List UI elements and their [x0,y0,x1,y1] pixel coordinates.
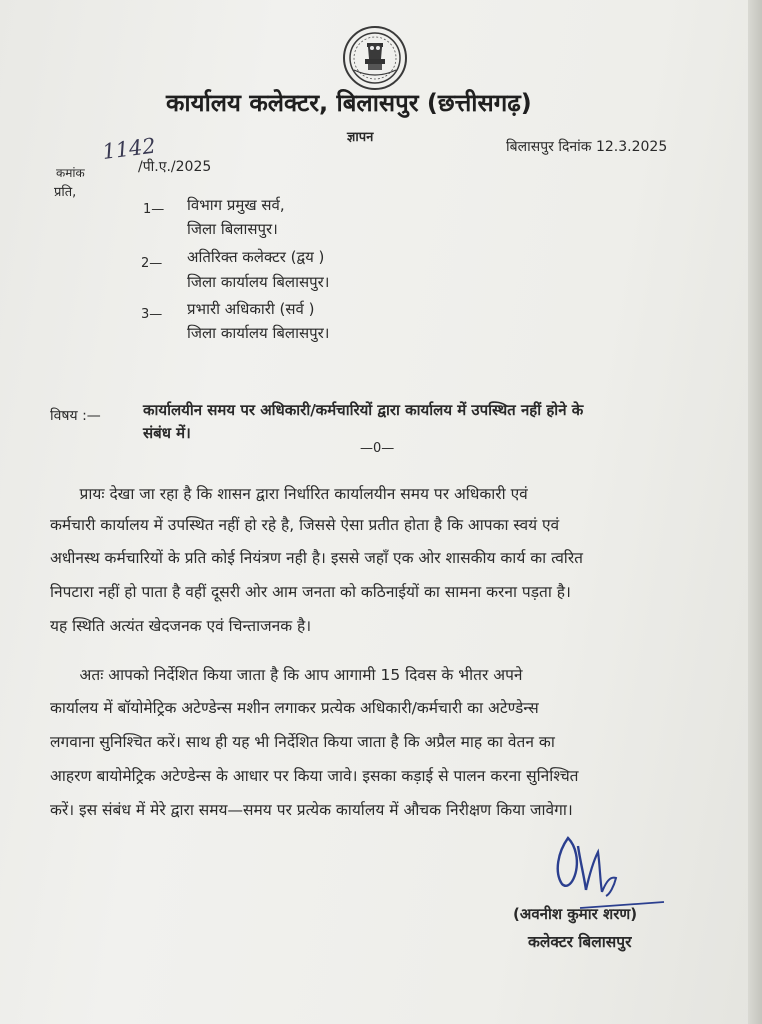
to-label: प्रति, [54,185,77,200]
recipient-line: अतिरिक्त कलेक्टर (द्वय ) [187,248,325,266]
body-line: आहरण बायोमेट्रिक अटेण्डेन्स के आधार पर किया जावे। इसका कड़ाई से पालन करना सुनिश्चित [50,767,579,785]
recipient-line: प्रभारी अधिकारी (सर्व ) [187,300,315,318]
recipient-number: 2— [141,256,163,271]
recipient-number: 1— [143,202,165,217]
memo-title: ज्ञापन [347,130,374,145]
signatory-designation: कलेक्टर बिलासपुर [528,933,632,951]
signature-mark [540,832,670,912]
reference-prefix: कमांक [56,166,85,180]
body-line: यह स्थिति अत्यंत खेदजनक एवं चिन्ताजनक है। [50,617,312,635]
subject-line: संबंध में। [143,424,191,442]
recipient-line: जिला बिलासपुर। [187,220,278,238]
office-title: कार्यालय कलेक्टर, बिलासपुर (छत्तीसगढ़) [166,89,532,117]
divider-mark: —0— [360,441,395,456]
body-line: कार्यालय में बॉयोमेट्रिक अटेण्डेन्स मशीन लगाकर प्रत्येक अधिकारी/कर्मचारी का अटेण्डेन्स [50,699,539,717]
body-line: कर्मचारी कार्यालय में उपस्थित नहीं हो रहे है, जिससे ऐसा प्रतीत होता है कि आपका स्वयं एवं [50,516,560,534]
state-emblem-icon [332,24,418,92]
body-line: अधीनस्थ कर्मचारियों के प्रति कोई नियंत्रण नही है। इससे जहाँ एक ओर शासकीय कार्य का त्वरित [50,549,584,567]
recipient-line: जिला कार्यालय बिलासपुर। [187,324,330,342]
body-line: करें। इस संबंध में मेरे द्वारा समय—समय पर प्रत्येक कार्यालय में औचक निरीक्षण किया जावेगा। [50,801,573,819]
body-line: लगवाना सुनिश्चित करें। साथ ही यह भी निर्देशित किया जाता है कि अप्रैल माह का वेतन का [50,733,555,751]
reference-number-handwritten: 1142 [101,133,158,164]
subject-label: विषय :— [50,408,101,424]
reference-suffix: /पी.ए./2025 [138,159,212,175]
body-line: प्रायः देखा जा रहा है कि शासन द्वारा निर्धारित कार्यालयीन समय पर अधिकारी एवं [50,485,528,503]
signatory-name: (अवनीश कुमार शरण) [513,905,638,923]
recipient-line: विभाग प्रमुख सर्व, [187,196,285,214]
body-line: अतः आपको निर्देशित किया जाता है कि आप आगामी 15 दिवस के भीतर अपने [50,666,523,684]
page-edge-shadow [748,0,762,1024]
recipient-number: 3— [141,307,163,322]
subject-line: कार्यालयीन समय पर अधिकारी/कर्मचारियों द्वारा कार्यालय में उपस्थित नहीं होने के [143,401,584,419]
body-line: निपटारा नहीं हो पाता है वहीं दूसरी ओर आम जनता को कठिनाईयों का सामना करना पड़ता है। [50,583,571,601]
place-date: बिलासपुर दिनांक 12.3.2025 [506,139,668,155]
recipient-line: जिला कार्यालय बिलासपुर। [187,273,330,291]
